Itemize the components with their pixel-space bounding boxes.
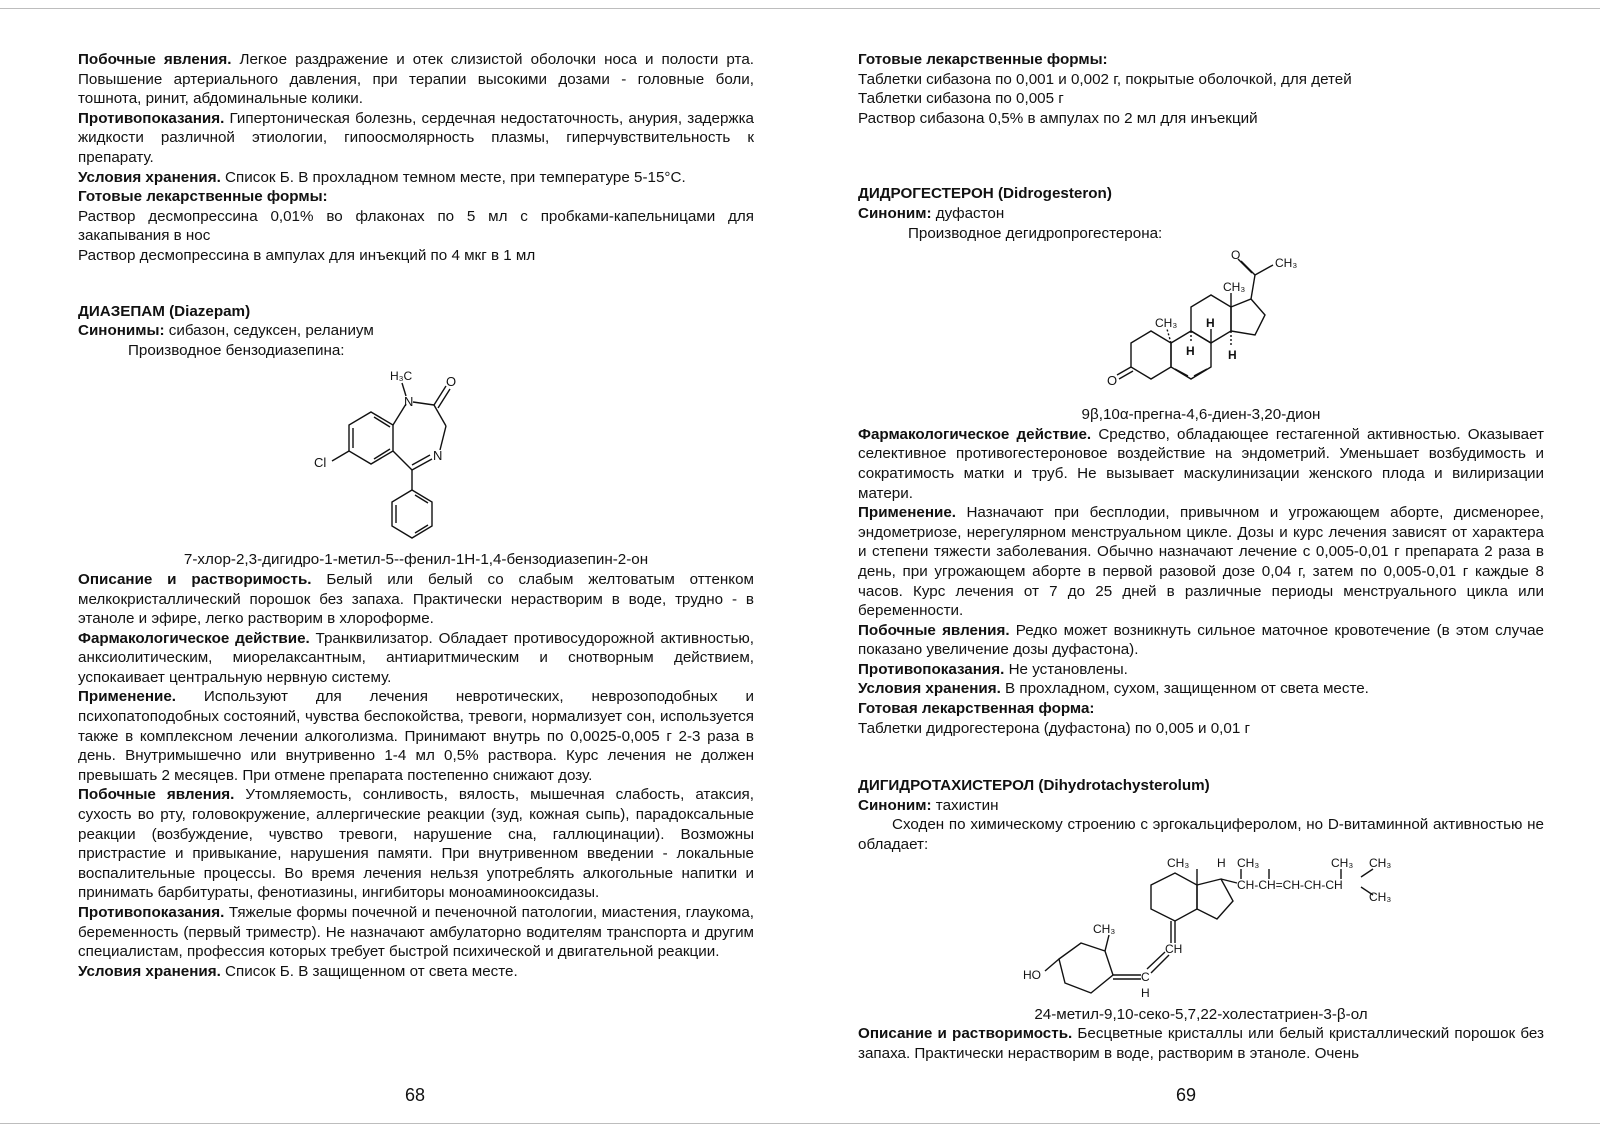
compound-name-caption: 7-хлор-2,3-дигидро-1-метил-5--фенил-1Н-1,4-бензодиазепин-2-он xyxy=(183,551,649,569)
form-item: Раствор десмопрессина 0,01% во флаконах по 5 мл с пробками-капельницами для закапывания в нос xyxy=(78,207,754,245)
side-effects-paragraph: Побочные явления. Редко может возникнуть сильное маточное кровотечение (в этом случае показано увеличение дозы дуфастона). xyxy=(858,621,1545,659)
form-item: Таблетки сибазона по 0,005 г xyxy=(858,90,1064,108)
forms-heading: Готовые лекарственные формы: xyxy=(78,188,328,206)
hydrogen-label: H xyxy=(1217,855,1226,870)
form-item: Раствор десмопрессина в ампулах для инъекций по 4 мкг в 1 мл xyxy=(78,246,536,264)
side-chain-label: CH-CH=CH-CH-CH xyxy=(1237,877,1343,892)
didrogesteron-structure xyxy=(1071,243,1331,405)
contraindications-paragraph: Противопоказания. Тяжелые формы почечной и печеночной патологии, миастения, глаукома, беременность (первый триместр). Не назначают амбулаторно водителям транспорта и другим специалистам, профессия которых требует быстрой психической и двигательной реакции. xyxy=(78,904,754,961)
storage-paragraph: Условия хранения. Список Б. В защищенном от света месте. xyxy=(78,962,518,980)
right-page xyxy=(858,50,1544,1063)
side-effects-paragraph: Побочные явления. Легкое раздражение и отек слизистой оболочки носа и полости рта. Повышение артериального давления, при терапии высокими дозами - головные боли, тошнота, ринит, абдоминальные колики. xyxy=(78,51,754,108)
forms-heading: Готовые лекарственные формы: xyxy=(858,51,1108,68)
usage-paragraph: Применение. Используют для лечения невротических, неврозоподобных и психопатоподобных состояний, чувства беспокойства, тревоги, нормализует сон, используется также в комплексном лечении алкоголизма. Принимают внутрь по 0,0025-0,005 г 2-3 раза в день. Внутримышечно или внутривенно 1-4 мл 0,5% раствора. Курс лечения не должен превышать 2 месяцев. При отмене препарата постепенно снижают дозу. xyxy=(78,688,754,784)
pharmacology-paragraph: Фармакологическое действие. Транквилизатор. Обладает противосудорожной активностью, анксиолитическим, миорелаксантным, антиаритмическим и снотворным действием, успокаивает центральную нервную систему. xyxy=(78,629,754,686)
methyl-label: CH₃ xyxy=(1331,855,1354,870)
form-item: Таблетки дидрогестерона (дуфастона) по 0,005 и 0,01 г xyxy=(858,719,1251,737)
drug-title-didrogesteron: ДИДРОГЕСТЕРОН (Didrogesteron) xyxy=(858,185,1112,203)
hydrogen-label: H xyxy=(1228,348,1237,363)
page-number-right: 69 xyxy=(1176,1085,1197,1105)
dihydrotachysterol-structure xyxy=(1001,855,1401,1005)
structure-intro: Производное бензодиазепина: xyxy=(128,341,345,359)
drug-title-diazepam: ДИАЗЕПАМ (Diazepam) xyxy=(78,302,251,320)
methyl-label: CH₃ xyxy=(1155,316,1178,331)
contraindications-paragraph: Противопоказания. Не установлены. xyxy=(858,660,1128,678)
scan-border-bottom xyxy=(0,1123,1600,1124)
methyl-label: CH₃ xyxy=(1223,280,1246,295)
methyl-label: CH₃ xyxy=(1167,855,1190,870)
hydrogen-label: H xyxy=(1206,316,1215,331)
hydrogen-label: H xyxy=(1186,344,1195,359)
compound-name-caption: 24-метил-9,10-секо-5,7,22-холестатриен-3-β-ол xyxy=(1034,1005,1368,1023)
form-item: Таблетки сибазона по 0,001 и 0,002 г, покрытые оболочкой, для детей xyxy=(858,70,1352,88)
n4-label: N xyxy=(433,448,443,464)
scan-border-top xyxy=(0,8,1600,9)
synonyms-line: Синоним: дуфастон xyxy=(858,204,1005,222)
oxygen-label: O xyxy=(1107,373,1118,389)
synonyms-line: Синонимы: сибазон, седуксен, реланиум xyxy=(78,322,374,340)
structure-intro: Сходен по химическому строению с эргокальциферолом, но D-витаминной активностью не обладает: xyxy=(858,816,1544,854)
hydroxyl-label: HO xyxy=(1023,967,1041,982)
drug-title-dihydrotachysterol: ДИГИДРОТАХИСТЕРОЛ (Dihydrotachysterolum) xyxy=(858,777,1210,795)
usage-paragraph: Применение. Назначают при бесплодии, привычном и угрожающем аборте, дисменорее, эндометриозе, нерегулярном менструальном цикле. Дозы и курс лечения зависят от характера и степени тяжести заболевания. Обычно назначают лечение с 0,005-0,01 г препарата 2 раза в день, при угрожающем аборте в первой разовой дозе 0,04 г, затем по 0,005-0,01 г каждые 8 часов. Курс лечения от 7 до 25 дней в различные периоды менструального цикла или беременности. xyxy=(858,504,1544,620)
storage-paragraph: Условия хранения. В прохладном, сухом, защищенном от света месте. xyxy=(858,680,1369,698)
methyl-label: CH₃ xyxy=(1369,855,1392,870)
synonyms-line: Синоним: тахистин xyxy=(858,796,999,814)
forms-heading: Готовая лекарственная форма: xyxy=(858,700,1095,718)
pharmacology-paragraph: Фармакологическое действие. Средство, обладающее гестагенной активностью. Оказывает селективное противогестероновое воздействие на эндометрий. Уменьшает возбудимость и сократимость матки и труб. Не вызывает маскулинизации женского плода и вилиризации матери. xyxy=(858,425,1544,502)
oxygen-label: O xyxy=(1231,248,1241,263)
description-paragraph: Описание и растворимость. Белый или белый со слабым желтоватым оттенком мелкокристаллический порошок без запаха. Практически нерастворим в воде, трудно - в этаноле и эфире, легко растворим в хлороформе. xyxy=(78,570,754,628)
description-paragraph: Описание и растворимость. Бесцветные кристаллы или белый кристаллический порошок без запаха. Практически нерастворим в воде, растворим в этаноле. Очень xyxy=(858,1025,1544,1062)
compound-name-caption: 9β,10α-прегна-4,6-диен-3,20-дион xyxy=(1081,406,1321,424)
storage-paragraph: Условия хранения. Список Б. В прохладном темном месте, при температуре 5-15°С. xyxy=(78,168,686,186)
methyl-label: CH₃ xyxy=(1237,855,1260,870)
hydrogen-label: H xyxy=(1141,985,1150,1000)
page-number-left: 68 xyxy=(405,1085,426,1105)
carbon-label: C xyxy=(1141,969,1150,984)
oxygen-label: O xyxy=(446,374,457,390)
contraindications-paragraph: Противопоказания. Гипертоническая болезнь, сердечная недостаточность, анурия, задержка жидкости различной этиологии, гипоосмолярность плазмы, гиперчувствительность к препарату. xyxy=(78,109,754,166)
ch-label: CH xyxy=(1165,941,1183,956)
methyl-label: CH₃ xyxy=(1369,889,1392,904)
form-item: Раствор сибазона 0,5% в ампулах по 2 мл для инъекций xyxy=(858,109,1258,127)
diazepam-structure xyxy=(296,360,536,550)
n1-label: N xyxy=(404,394,414,410)
methyl-label: CH₃ xyxy=(1093,921,1116,936)
structure-intro: Производное дегидропрогестерона: xyxy=(908,224,1163,242)
methyl-label: H₃C xyxy=(390,369,413,384)
methyl-label: CH₃ xyxy=(1275,256,1298,271)
chlorine-label: Cl xyxy=(314,455,327,471)
left-page xyxy=(78,50,754,981)
side-effects-paragraph: Побочные явления. Утомляемость, сонливость, вялость, мышечная слабость, атаксия, сухость во рту, головокружение, аллергические реакции (зуд, кожная сыпь), парадоксальные реакции (возбуждение, чувство тревоги, нарушение сна, галлюцинации). Возможны пристрастие и привыкание, нарушения памяти. При внутривенном введении - локальные воспалительные процессы. Во время лечения нельзя употреблять алкогольные напитки и принимать барбитураты, фенотиазины, ингибиторы моноаминооксидазы. xyxy=(78,786,755,902)
